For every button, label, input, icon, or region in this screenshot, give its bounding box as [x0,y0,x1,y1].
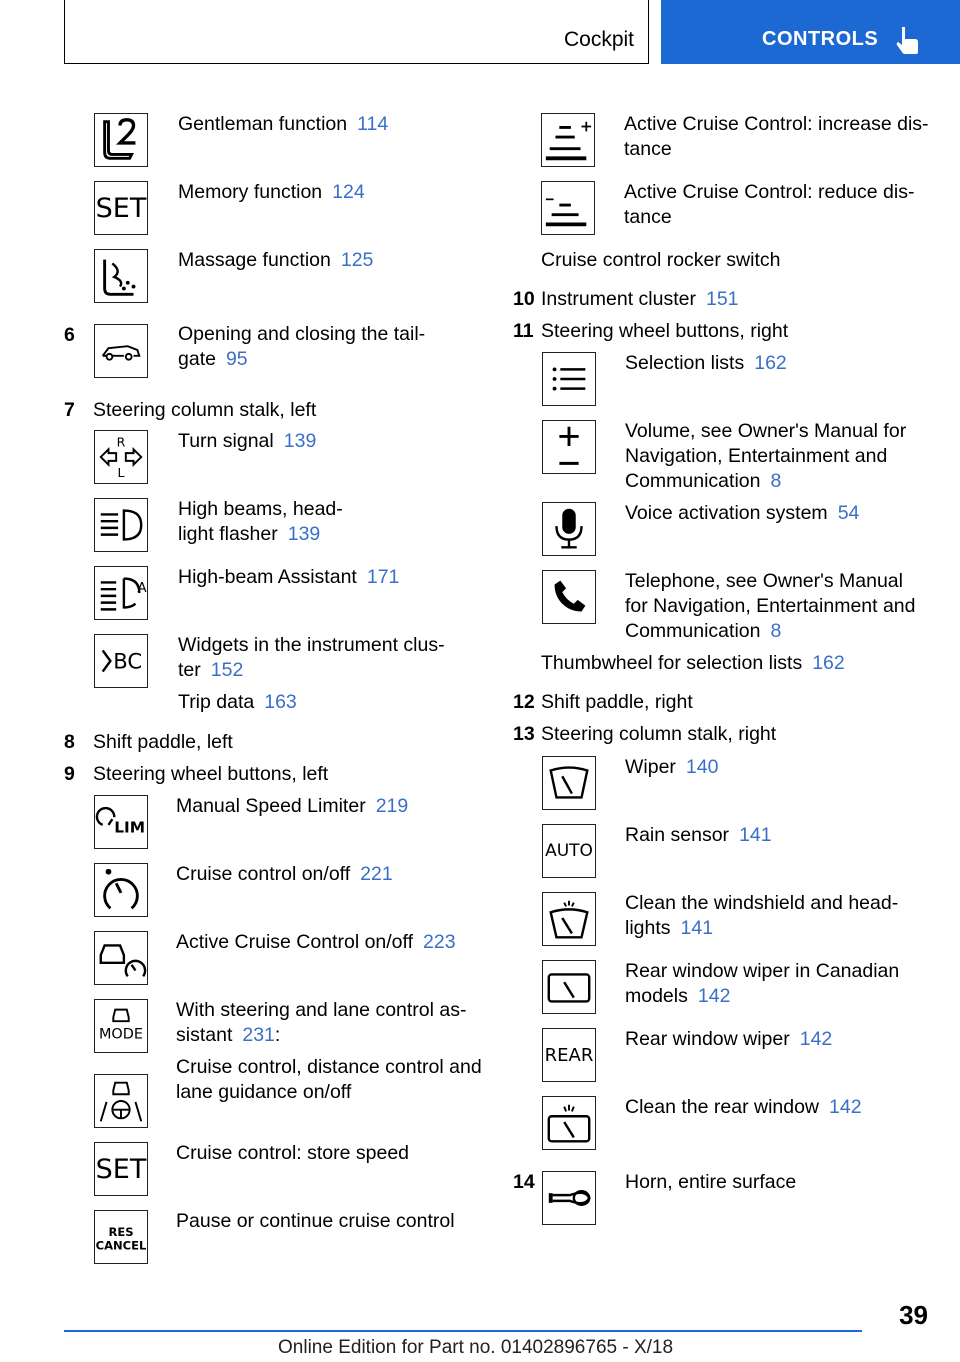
rear-washer-icon [542,1096,596,1150]
entry-label: Cruise control on/off [176,863,351,885]
res-cancel-icon [94,1210,148,1264]
entry-label: Rain sensor [625,824,730,846]
memory-function-entry [178,180,365,205]
rear-button-icon: REAR [542,1028,596,1082]
entry-label-line2: ter [178,659,201,681]
widgets-entry [178,633,445,683]
entry-label: Massage function [178,249,331,271]
page-link[interactable]: 8 [770,470,782,492]
footer-edition: Online Edition for Part no. 01402896765 - X/18 [278,1337,674,1358]
auto-button-icon: AUTO [542,824,596,878]
active-cruise-entry [176,930,456,955]
distance-increase-entry [624,112,929,162]
entry-label-line1: Cruise control, distance control and [176,1056,482,1078]
thumbwheel-entry [541,651,845,676]
turn-signal-icon [94,430,148,484]
page-number: 39 [899,1300,928,1330]
entry-label-line2: gate [178,348,216,370]
entry-label: Instrument cluster [541,288,696,310]
svg-text:MODE: MODE [98,1026,144,1043]
clean-windshield-entry [625,891,898,941]
item-number-13: 13 [513,723,535,745]
entry-label: Rear window wiper [625,1028,790,1050]
rear-window-clean-entry [625,1095,862,1120]
item-number-9: 9 [64,763,75,785]
entry-label-line2: Navigation, Entertainment and [625,445,888,467]
entry-label-line2: light flasher [178,523,278,545]
set-button-icon: SET [94,181,148,235]
entry-label: High-beam Assistant [178,566,357,588]
entry-label-line1: Rear window wiper in Canadian [625,960,900,982]
page-link[interactable]: 221 [360,863,393,885]
steering-stalk-right-heading: Steering column stalk, right [541,723,777,745]
entry-label-line1: Telephone, see Owner's Manual [625,570,903,592]
speed-limiter-icon [94,795,148,849]
page-link[interactable]: 219 [375,795,409,817]
svg-text:L: L [117,465,125,481]
high-beams-entry [178,497,343,547]
horn-icon [542,1171,596,1225]
item-number-6: 6 [64,324,75,346]
entry-label: Memory function [178,181,323,203]
entry-label-line1: Clean the windshield and head- [625,892,899,914]
steering-buttons-left-heading: Steering wheel buttons, left [93,763,329,785]
store-speed-entry: Cruise control: store speed [176,1142,410,1164]
entry-label-line2: for Navigation, Entertainment and [625,595,916,617]
telephone-icon [542,570,596,624]
volume-entry [625,419,906,494]
cruise-control-entry [176,862,393,887]
entry-label: Gentleman function [178,113,348,135]
page-link[interactable]: 223 [423,931,456,953]
voice-activation-entry [625,501,859,526]
entry-label-line1: Active Cruise Control: reduce dis- [624,181,915,203]
page-link[interactable]: 151 [705,288,739,310]
high-beam-assistant-entry [178,565,399,590]
shift-paddle-right-heading: Shift paddle, right [541,691,693,713]
rear-wiper-icon [542,960,596,1014]
massage-function-entry [178,248,373,273]
page-link[interactable]: 162 [812,652,845,674]
volume-icon [542,420,596,474]
item-number-7: 7 [64,399,75,421]
page-link[interactable]: 139 [287,523,321,545]
lane-guidance-icon [94,1074,148,1128]
page-link[interactable]: 142 [829,1096,862,1118]
page-link[interactable]: 125 [340,249,374,271]
speed-limiter-entry [176,794,408,819]
selection-lists-entry [625,351,787,376]
horn-entry: Horn, entire surface [625,1171,797,1193]
set-button-icon: SET [94,1142,148,1196]
entry-label-line1: Volume, see Owner's Manual for [625,420,907,442]
item-number-14: 14 [513,1171,535,1193]
page-link[interactable]: 142 [799,1028,833,1050]
bc-button-icon [94,634,148,688]
telephone-entry [625,569,916,644]
svg-text:A: A [137,580,147,597]
item-number-12: 12 [513,691,535,713]
tailgate-icon [94,324,148,378]
entry-label-line2: models [625,985,688,1007]
steering-buttons-right-heading: Steering wheel buttons, right [541,320,789,342]
seat-memory-2-icon [94,113,148,167]
page-link[interactable]: 141 [680,917,714,939]
entry-label: Trip data [178,691,255,713]
svg-text:CANCEL: CANCEL [95,1238,147,1253]
page-link[interactable]: 124 [332,181,365,203]
page-link[interactable]: 54 [837,502,860,524]
microphone-icon [542,502,596,556]
header-chapter-title: CONTROLS [762,28,879,50]
shift-paddle-left-heading: Shift paddle, left [93,731,233,753]
footer-divider [64,1330,862,1332]
entry-label: Selection lists [625,352,745,374]
wiper-icon [542,756,596,810]
rear-wiper-entry [625,1027,832,1052]
page-link[interactable]: 95 [225,348,248,370]
svg-text:BC: BC [113,648,143,674]
res-cancel-entry: Pause or continue cruise control [176,1210,455,1232]
page-link[interactable]: 231 [242,1024,275,1046]
page-link[interactable]: 162 [754,352,787,374]
list-icon [542,352,596,406]
distance-decrease-entry [624,180,914,230]
entry-label: Active Cruise Control on/off [176,931,413,953]
entry-label-line1: Widgets in the instrument clus- [178,634,445,656]
entry-label: Turn signal [178,430,274,452]
entry-label-line3: Communication [625,620,761,642]
distance-decrease-icon [541,181,595,235]
page-link[interactable]: 139 [283,430,317,452]
entry-label: Wiper [625,756,676,778]
item-number-11: 11 [513,320,534,342]
active-cruise-icon [94,931,148,985]
entry-label-line2: lights [625,917,671,939]
entry-label-line1: Opening and closing the tail- [178,323,426,345]
washer-icon [542,892,596,946]
entry-label-line2: tance [624,206,672,228]
svg-text:RES: RES [108,1225,134,1240]
item-number-10: 10 [513,288,535,310]
page-link[interactable]: 140 [685,756,719,778]
entry-label: Manual Speed Limiter [176,795,366,817]
rear-wiper-canada-entry [625,959,899,1009]
steering-stalk-left-heading: Steering column stalk, left [93,399,317,421]
page-link[interactable]: 8 [770,620,782,642]
high-beam-icon [94,498,148,552]
entry-label-line2: tance [624,138,672,160]
turn-signal-entry [178,429,316,454]
page-link[interactable]: 114 [357,113,389,135]
mode-button-icon [94,999,148,1053]
entry-label: Voice activation system [625,502,828,524]
instrument-cluster-heading [541,287,739,312]
lane-assistant-entry: With steering and lane control as- sistant 231: [176,999,467,1046]
page-link[interactable]: 171 [366,566,400,588]
svg-text:LIM: LIM [114,818,146,837]
entry-label-line1: High beams, head- [178,498,343,520]
header-section-title: Cockpit [563,28,634,51]
entry-label-line1: With steering and lane control as- [176,999,467,1021]
entry-label-line2: lane guidance on/off [176,1081,352,1103]
gentleman-function-entry [178,112,388,137]
entry-label-line2: sistant [176,1024,233,1046]
rocker-switch-caption: Cruise control rocker switch [541,249,781,271]
page-link[interactable]: 152 [210,659,244,681]
entry-label: Clean the rear window [625,1096,820,1118]
page-link[interactable]: 142 [697,985,731,1007]
page-link[interactable]: 163 [264,691,297,713]
cruise-control-icon [94,863,148,917]
distance-increase-icon [541,113,595,167]
entry-label-line3: Communication [625,470,761,492]
tailgate-entry [178,322,425,372]
high-beam-assistant-icon [94,566,148,620]
lane-guidance-entry [176,1055,482,1105]
massage-seat-icon [94,249,148,303]
rain-sensor-entry [625,823,772,848]
wiper-entry [625,755,718,780]
page-link[interactable]: 141 [739,824,772,846]
trip-data-entry [178,690,297,715]
entry-label: Thumbwheel for selection lists [541,652,803,674]
item-number-8: 8 [64,731,75,753]
entry-label-line1: Active Cruise Control: increase dis- [624,113,929,135]
svg-text:R: R [116,434,126,450]
